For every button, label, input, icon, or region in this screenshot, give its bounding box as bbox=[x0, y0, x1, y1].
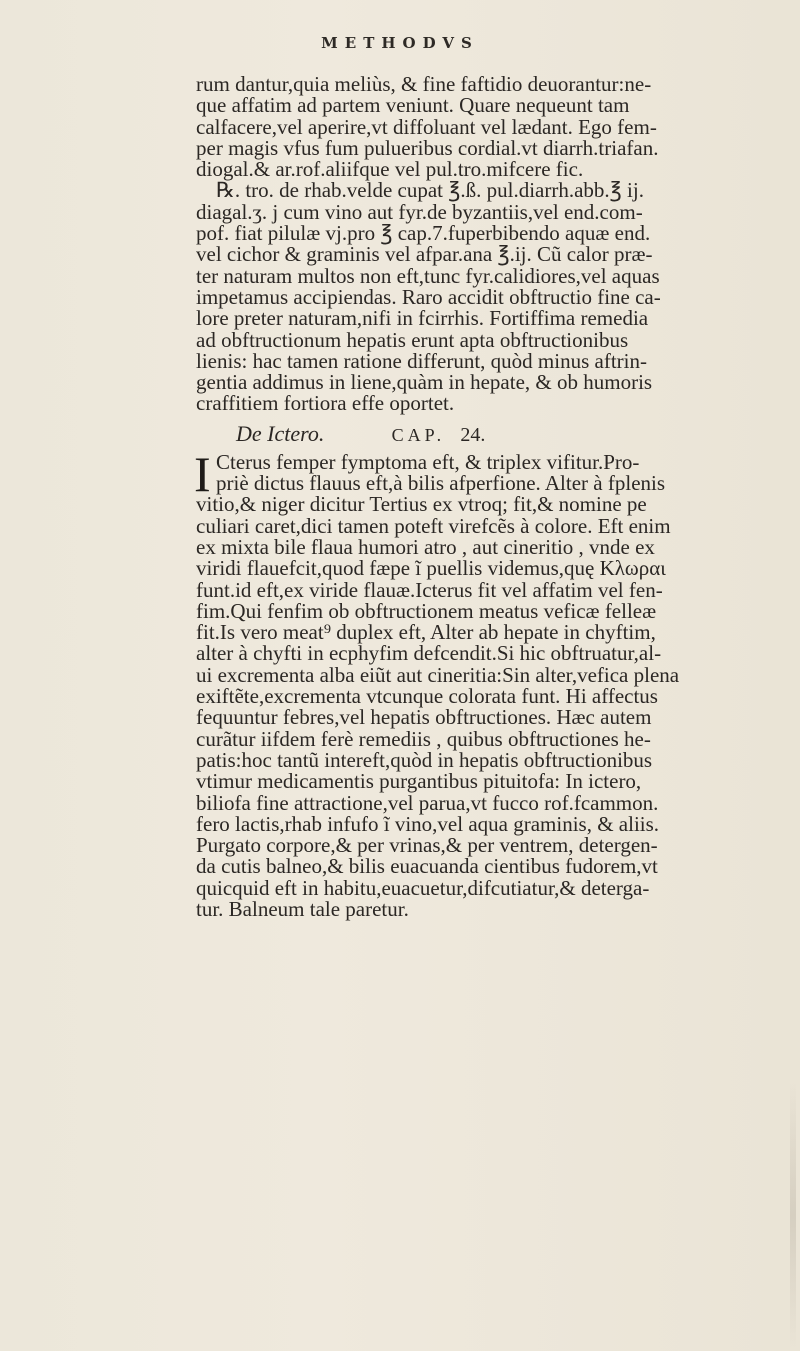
text-line: quicquid eft in habitu,euacuetur,difcutiatur,& deterga- bbox=[196, 875, 650, 900]
text-line: lienis: hac tamen ratione differunt, quòd minus aftrin- bbox=[196, 348, 647, 373]
text-line: gentia addimus in liene,quàm in hepate, & ob humoris bbox=[196, 370, 653, 395]
text-line-recipe: ℞. tro. de rhab.velde cupat ℥.ß. pul.diarrh.abb.℥ ij. bbox=[216, 178, 644, 203]
text-line: lore preter naturam,nifi in fcirrhis. Fortiffima remedia bbox=[196, 306, 649, 331]
text-line: vtimur medicamentis purgantibus pituitofa: In ictero, bbox=[196, 769, 642, 794]
paragraph-obstruction-remedies bbox=[196, 74, 782, 415]
text-line: viridi flauefcit,quod fæpe ĩ puellis videmus,quę Κλωραι bbox=[196, 556, 666, 581]
text-line: funt.id eft,ex viride flauæ.Icterus fit vel affatim vel fen- bbox=[196, 577, 663, 602]
text-line: biliofa fine attractione,vel parua,vt fucco rof.fcammon. bbox=[196, 790, 659, 815]
text-line: fequuntur febres,vel hepatis obftructiones. Hæc autem bbox=[196, 705, 652, 730]
text-line: patis:hoc tantũ intereft,quòd in hepatis obftructionibus bbox=[196, 747, 653, 772]
text-line: curãtur iifdem ferè remediis , quibus obftructiones he- bbox=[196, 726, 651, 751]
drop-cap: I bbox=[194, 445, 211, 502]
paragraph-icterus bbox=[194, 445, 782, 921]
chapter-heading bbox=[196, 415, 782, 452]
text-line: calfacere,vel aperire,vt diffoluant vel lædant. Ego fem- bbox=[196, 114, 657, 139]
text-line: da cutis balneo,& bilis euacuanda cientibus fudorem,vt bbox=[196, 854, 658, 879]
text-line: fim.Qui fenfim ob obftructionem meatus veficæ felleæ bbox=[196, 598, 657, 623]
text-line: fit.Is vero meat⁹ duplex eft, Alter ab hepate in chyftim, bbox=[196, 620, 656, 645]
text-line: craffitiem fortiora effe oportet. bbox=[196, 391, 455, 416]
text-line: priè dictus flauus eft,à bilis afperfione. Alter à fplenis bbox=[216, 471, 666, 496]
text-line: tur. Balneum tale paretur. bbox=[196, 896, 409, 921]
text-line: rum dantur,quia meliùs, & fine faftidio deuorantur:ne- bbox=[196, 72, 652, 96]
text-line: ex mixta bile flaua humori atro , aut cineritio , vnde ex bbox=[196, 534, 655, 559]
text-line: per magis vfus fum pulueribus cordial.vt diarrh.triafan. bbox=[196, 135, 659, 160]
text-line-content: Cterus femper fymptoma eft, & triplex vifitur.Pro- bbox=[216, 449, 640, 474]
text-line: Purgato corpore,& per vrinas,& per ventrem, detergen- bbox=[196, 833, 658, 858]
chapter-title: De Ictero. bbox=[236, 420, 325, 446]
text-line: ui excrementa alba eiũt aut cineritia:Sin alter,vefica plena bbox=[196, 662, 680, 687]
text-line: vel cichor & graminis vel afpar.ana ℥.ij. Cũ calor præ- bbox=[196, 242, 653, 267]
text-line: culiari caret,dici tamen poteft virefcẽs à colore. Eft enim bbox=[196, 513, 671, 538]
text-line: que affatim ad partem veniunt. Quare nequeunt tam bbox=[196, 93, 630, 118]
text-line: pof. fiat pilulæ vj.pro ℥ cap.7.fuperbibendo aquæ end. bbox=[196, 221, 651, 246]
text-line: exiftẽte,excrementa vtcunque colorata funt. Hi affectus bbox=[196, 684, 658, 709]
chapter-cap-label: CAP. bbox=[391, 424, 446, 445]
text-line: impetamus accipiendas. Raro accidit obftructio fine ca- bbox=[196, 284, 661, 309]
text-line: ad obftructionum hepatis erunt apta obftructionibus bbox=[196, 327, 629, 352]
text-line: vitio,& niger dicitur Tertius ex vtroq; fit,& nomine pe bbox=[196, 492, 647, 517]
chapter-number: 24. bbox=[460, 423, 486, 446]
text-line: diagal.ʒ. j cum vino aut fyr.de byzantiis,vel end.com- bbox=[196, 199, 643, 224]
page-body bbox=[196, 74, 782, 920]
text-line: fero lactis,rhab infufo ĩ vino,vel aqua graminis, & aliis. bbox=[196, 811, 660, 836]
text-line: diogal.& ar.rof.aliifque vel pul.tro.mifcere fic. bbox=[196, 157, 584, 182]
text-line: ter naturam multos non eft,tunc fyr.calidiores,vel aquas bbox=[196, 263, 660, 288]
page-edge-shadow bbox=[790, 1080, 796, 1350]
text-line: alter à chyfti in ecphyfim defcendit.Si hic obftruatur,al- bbox=[196, 641, 662, 666]
running-head: METHODVS bbox=[321, 34, 479, 52]
